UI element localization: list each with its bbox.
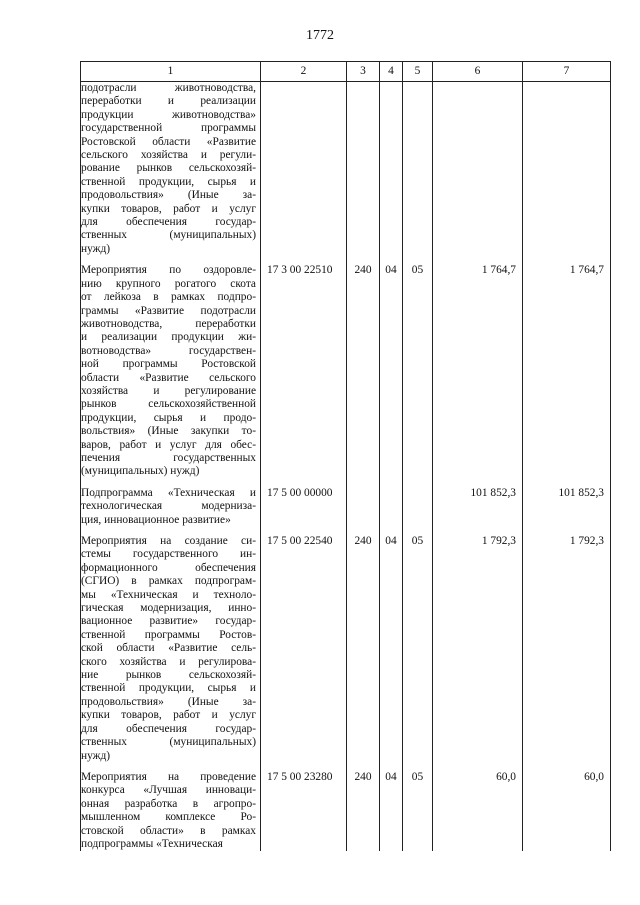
spacer-cell bbox=[433, 479, 523, 487]
description-line: животноводства, переработки bbox=[81, 317, 256, 330]
description-line: купки товаров, работ и услуг bbox=[81, 709, 256, 722]
description-line: стовской области» в рамках bbox=[81, 824, 256, 837]
spacer-cell bbox=[433, 527, 523, 535]
spacer-cell bbox=[403, 256, 433, 264]
cell-c5: 05 bbox=[403, 535, 433, 763]
description-line: мы «Техническая и техноло- bbox=[81, 588, 256, 601]
cell-c3 bbox=[347, 487, 380, 527]
description-line: стемы государственного ин- bbox=[81, 548, 256, 561]
column-header: 3 bbox=[347, 62, 380, 82]
spacer-cell bbox=[380, 479, 403, 487]
description-line: для обеспечения государ- bbox=[81, 722, 256, 735]
column-header: 6 bbox=[433, 62, 523, 82]
spacer-cell bbox=[433, 763, 523, 771]
column-header: 5 bbox=[403, 62, 433, 82]
description-line: продукции животноводства» bbox=[81, 108, 256, 121]
description-line: мышленном комплексе Ро- bbox=[81, 811, 256, 824]
cell-c7: 1 764,7 bbox=[523, 264, 611, 479]
cell-c4 bbox=[380, 487, 403, 527]
description-line: ние рынков сельскохозяй- bbox=[81, 669, 256, 682]
description-line: нию крупного рогатого скота bbox=[81, 277, 256, 290]
cell-c3: 240 bbox=[347, 771, 380, 851]
description-line: Мероприятия на проведение bbox=[81, 770, 256, 783]
description-line: Мероприятия на создание си- bbox=[81, 535, 256, 547]
description-line: и реализации продукции жи- bbox=[81, 331, 256, 344]
cell-code bbox=[261, 82, 347, 257]
spacer-cell bbox=[347, 256, 380, 264]
table-row bbox=[81, 82, 611, 257]
spacer-cell bbox=[81, 763, 261, 771]
cell-c4: 04 bbox=[380, 264, 403, 479]
description-line: ственной программы Ростов- bbox=[81, 628, 256, 641]
spacer-cell bbox=[523, 763, 611, 771]
row-spacer bbox=[81, 763, 611, 771]
spacer-cell bbox=[261, 479, 347, 487]
cell-c3 bbox=[347, 82, 380, 257]
description-line: переработки и реализации bbox=[81, 95, 256, 108]
description-line: нужд) bbox=[81, 242, 111, 255]
row-spacer bbox=[81, 256, 611, 264]
description-line: хозяйства и регулирование bbox=[81, 384, 256, 397]
cell-c4 bbox=[380, 82, 403, 257]
description-line: ственных (муниципальных) bbox=[81, 736, 256, 749]
description-line: вотноводства» государствен- bbox=[81, 344, 256, 357]
description-line: Подпрограмма «Техническая и bbox=[81, 486, 256, 499]
description-line: ской области «Развитие сель- bbox=[81, 642, 256, 655]
row-description bbox=[81, 82, 261, 257]
description-line: формационного обеспечения bbox=[81, 561, 256, 574]
description-line: вольствия» (Иные закупки то- bbox=[81, 425, 256, 438]
spacer-cell bbox=[523, 256, 611, 264]
cell-c6: 1 792,3 bbox=[433, 535, 523, 763]
spacer-cell bbox=[81, 479, 261, 487]
spacer-cell bbox=[261, 763, 347, 771]
cell-code: 17 5 00 22540 bbox=[261, 535, 347, 763]
description-line: для обеспечения государ- bbox=[81, 216, 256, 229]
row-description bbox=[81, 264, 261, 479]
description-line: (муниципальных) нужд) bbox=[81, 465, 200, 478]
cell-code: 17 5 00 23280 bbox=[261, 771, 347, 851]
row-spacer bbox=[81, 527, 611, 535]
description-line: ственной продукции, сырья и bbox=[81, 682, 256, 695]
description-line: подотрасли животноводства, bbox=[81, 82, 256, 94]
description-line: ной программы Ростовской bbox=[81, 358, 256, 371]
page-number: 1772 bbox=[306, 28, 334, 43]
table-row bbox=[81, 264, 611, 479]
row-description bbox=[81, 535, 261, 763]
description-line: ственной продукции, сырья и bbox=[81, 175, 256, 188]
description-line: продовольствия» (Иные за- bbox=[81, 695, 256, 708]
description-line: рование рынков сельскохозяй- bbox=[81, 162, 256, 175]
table-body bbox=[81, 82, 611, 852]
description-line: ского хозяйства и регулирова- bbox=[81, 655, 256, 668]
description-line: вационное развитие» государ- bbox=[81, 615, 256, 628]
spacer-cell bbox=[81, 256, 261, 264]
cell-c7 bbox=[523, 82, 611, 257]
spacer-cell bbox=[347, 479, 380, 487]
cell-c6 bbox=[433, 82, 523, 257]
cell-c4: 04 bbox=[380, 771, 403, 851]
table-row bbox=[81, 535, 611, 763]
description-line: граммы «Развитие подотрасли bbox=[81, 304, 256, 317]
spacer-cell bbox=[433, 256, 523, 264]
description-line: технологическая модерниза- bbox=[81, 500, 256, 513]
spacer-cell bbox=[347, 527, 380, 535]
cell-code: 17 3 00 22510 bbox=[261, 264, 347, 479]
description-line: подпрограммы «Техническая bbox=[81, 837, 223, 850]
cell-c5: 05 bbox=[403, 264, 433, 479]
description-line: конкурса «Лучшая инноваци- bbox=[81, 784, 256, 797]
description-line: варов, работ и услуг для обес- bbox=[81, 438, 256, 451]
spacer-cell bbox=[380, 527, 403, 535]
spacer-cell bbox=[523, 479, 611, 487]
column-header: 1 bbox=[81, 62, 261, 82]
cell-c6: 101 852,3 bbox=[433, 487, 523, 527]
description-line: государственной программы bbox=[81, 122, 256, 135]
column-header: 2 bbox=[261, 62, 347, 82]
table-row bbox=[81, 771, 611, 851]
table-header-row bbox=[81, 62, 611, 82]
description-line: сельского хозяйства и регули- bbox=[81, 149, 256, 162]
table-row bbox=[81, 487, 611, 527]
spacer-cell bbox=[403, 763, 433, 771]
column-header: 4 bbox=[380, 62, 403, 82]
row-description bbox=[81, 771, 261, 851]
description-line: ственных (муниципальных) bbox=[81, 229, 256, 242]
description-line: продукции, сырья и продо- bbox=[81, 411, 256, 424]
description-line: печения государственных bbox=[81, 451, 256, 464]
cell-c7: 1 792,3 bbox=[523, 535, 611, 763]
spacer-cell bbox=[380, 763, 403, 771]
spacer-cell bbox=[523, 527, 611, 535]
cell-c5: 05 bbox=[403, 771, 433, 851]
description-line: купки товаров, работ и услуг bbox=[81, 202, 256, 215]
cell-c3: 240 bbox=[347, 535, 380, 763]
column-header: 7 bbox=[523, 62, 611, 82]
description-line: области «Развитие сельского bbox=[81, 371, 256, 384]
description-line: продовольствия» (Иные за- bbox=[81, 189, 256, 202]
cell-c7: 101 852,3 bbox=[523, 487, 611, 527]
description-line: ция, инновационное развитие» bbox=[81, 513, 231, 526]
description-line: (СГИО) в рамках подпрограм- bbox=[81, 575, 256, 588]
description-line: нужд) bbox=[81, 749, 111, 762]
cell-code: 17 5 00 00000 bbox=[261, 487, 347, 527]
spacer-cell bbox=[81, 527, 261, 535]
budget-table bbox=[80, 61, 611, 851]
description-line: Мероприятия по оздоровле- bbox=[81, 264, 256, 277]
spacer-cell bbox=[347, 763, 380, 771]
spacer-cell bbox=[403, 479, 433, 487]
spacer-cell bbox=[261, 256, 347, 264]
cell-c6: 60,0 bbox=[433, 771, 523, 851]
cell-c5 bbox=[403, 487, 433, 527]
description-line: гическая модернизация, инно- bbox=[81, 602, 256, 615]
budget-table-container bbox=[80, 61, 610, 851]
cell-c5 bbox=[403, 82, 433, 257]
row-spacer bbox=[81, 479, 611, 487]
description-line: Ростовской области «Развитие bbox=[81, 135, 256, 148]
spacer-cell bbox=[403, 527, 433, 535]
description-line: от лейкоза в рамках подпро- bbox=[81, 291, 256, 304]
cell-c3: 240 bbox=[347, 264, 380, 479]
cell-c4: 04 bbox=[380, 535, 403, 763]
row-description bbox=[81, 487, 261, 527]
spacer-cell bbox=[261, 527, 347, 535]
cell-c7: 60,0 bbox=[523, 771, 611, 851]
description-line: онная разработка в агропро- bbox=[81, 797, 256, 810]
spacer-cell bbox=[380, 256, 403, 264]
description-line: рынков сельскохозяйственной bbox=[81, 398, 256, 411]
cell-c6: 1 764,7 bbox=[433, 264, 523, 479]
